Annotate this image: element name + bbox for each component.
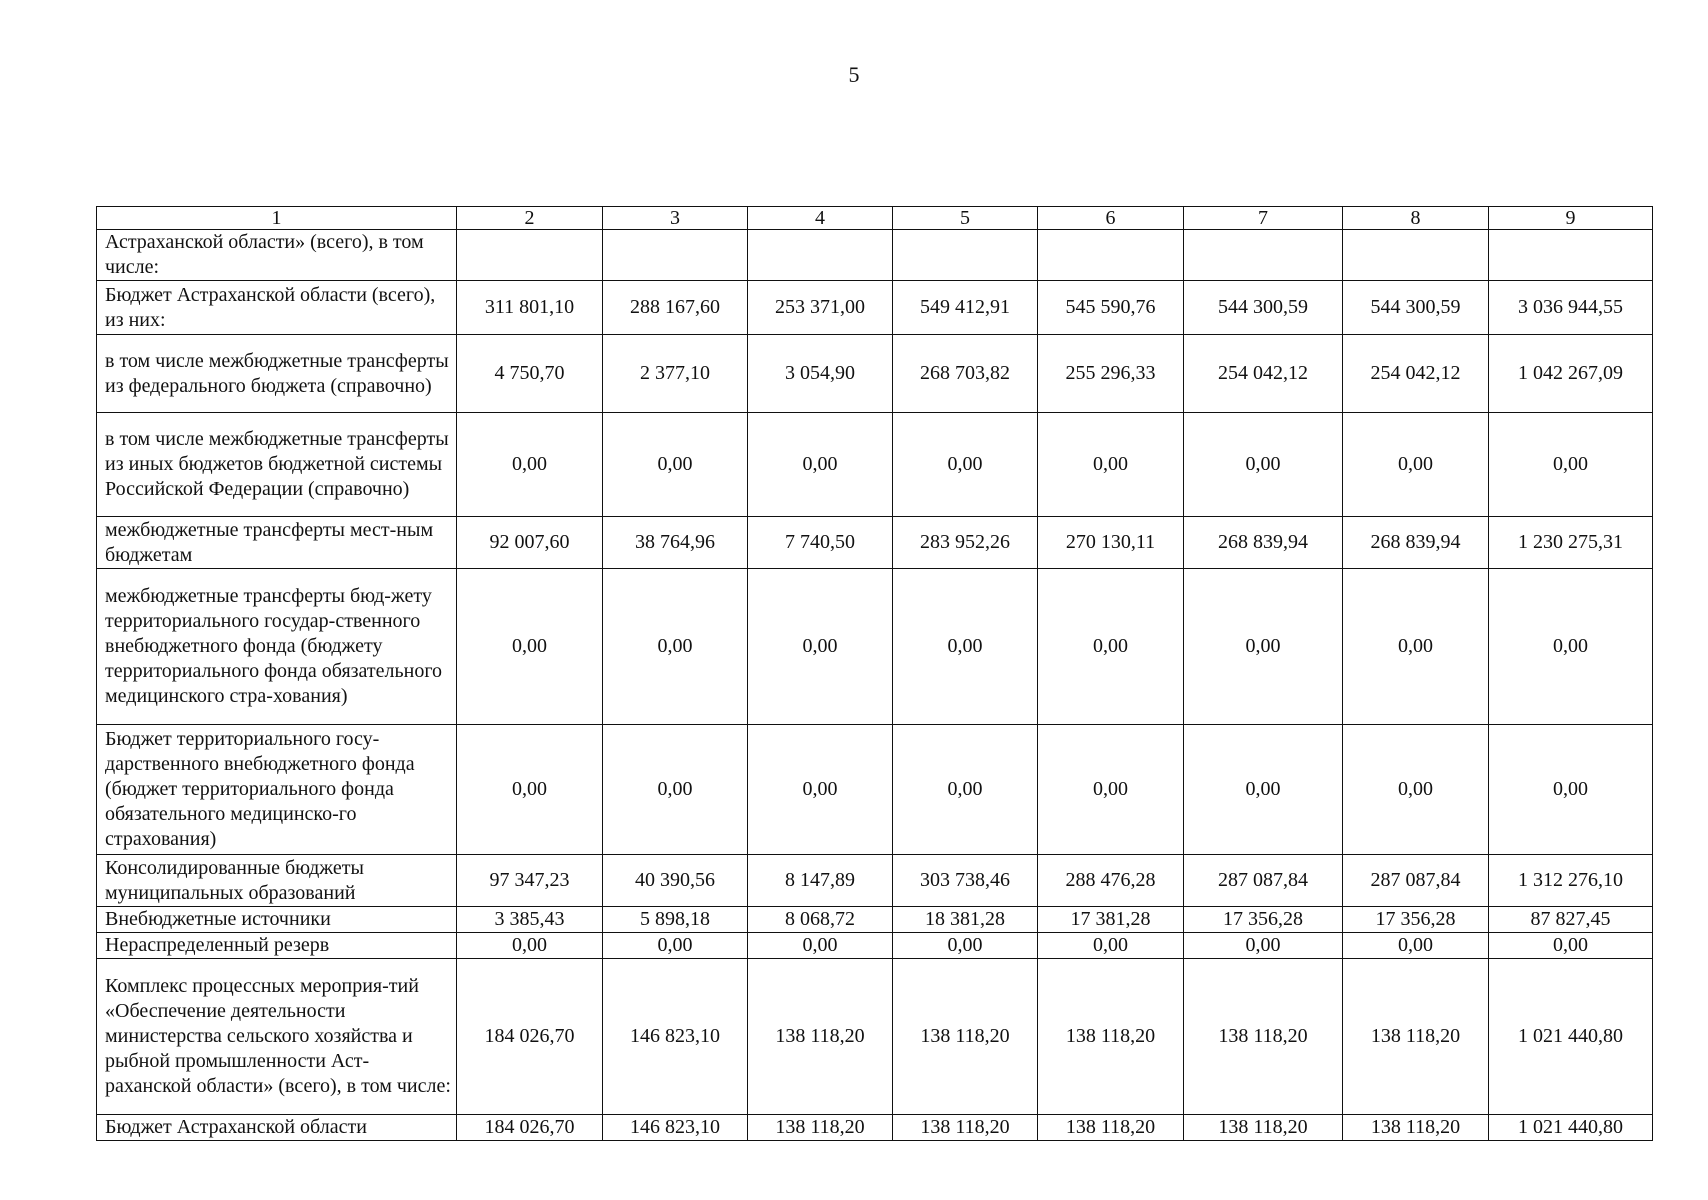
table-cell: 40 390,56 — [603, 855, 748, 907]
column-header: 6 — [1038, 207, 1184, 230]
table-cell: 0,00 — [1343, 725, 1489, 855]
table-cell: 0,00 — [1038, 933, 1184, 959]
table-cell — [748, 230, 893, 281]
row-label: Бюджет Астраханской области — [97, 1115, 457, 1141]
table-cell: 0,00 — [1343, 933, 1489, 959]
table-cell: 0,00 — [1038, 725, 1184, 855]
table-cell: 138 118,20 — [748, 1115, 893, 1141]
table-cell: 0,00 — [1489, 725, 1653, 855]
table-row — [97, 281, 1653, 335]
table-cell: 138 118,20 — [1343, 959, 1489, 1115]
table-row — [97, 230, 1653, 281]
column-header: 5 — [893, 207, 1038, 230]
row-label: межбюджетные трансферты мест-ным бюджетам — [97, 517, 457, 569]
page-number: 5 — [848, 62, 860, 87]
table-cell: 38 764,96 — [603, 517, 748, 569]
table-cell: 545 590,76 — [1038, 281, 1184, 335]
table-cell: 268 839,94 — [1343, 517, 1489, 569]
table-cell — [457, 230, 603, 281]
table-cell: 8 068,72 — [748, 907, 893, 933]
table-row — [97, 907, 1653, 933]
budget-table — [96, 206, 1653, 1141]
table-row — [97, 855, 1653, 907]
table-cell: 0,00 — [1343, 413, 1489, 517]
table-row — [97, 335, 1653, 413]
table-cell: 17 356,28 — [1343, 907, 1489, 933]
table-cell: 7 740,50 — [748, 517, 893, 569]
row-label: Нераспределенный резерв — [97, 933, 457, 959]
table-cell: 0,00 — [1184, 569, 1343, 725]
row-label: Консолидированные бюджеты муниципальных образований — [97, 855, 457, 907]
table-cell: 184 026,70 — [457, 1115, 603, 1141]
table-cell: 138 118,20 — [1343, 1115, 1489, 1141]
table-row — [97, 517, 1653, 569]
table-cell — [1038, 230, 1184, 281]
table-cell: 254 042,12 — [1184, 335, 1343, 413]
table-cell: 0,00 — [748, 725, 893, 855]
row-label: Бюджет территориального госу-дарственного внебюджетного фонда (бюджет территориального фонда обязательного медицинско-го страхования) — [97, 725, 457, 855]
table-cell: 544 300,59 — [1343, 281, 1489, 335]
table-row — [97, 569, 1653, 725]
table-row — [97, 1115, 1653, 1141]
table-cell: 544 300,59 — [1184, 281, 1343, 335]
table-cell: 0,00 — [893, 725, 1038, 855]
table-cell: 92 007,60 — [457, 517, 603, 569]
table-cell: 3 054,90 — [748, 335, 893, 413]
table-cell: 0,00 — [1489, 569, 1653, 725]
table-cell: 1 021 440,80 — [1489, 1115, 1653, 1141]
table-cell — [1489, 230, 1653, 281]
table-cell: 146 823,10 — [603, 1115, 748, 1141]
table-cell: 184 026,70 — [457, 959, 603, 1115]
table-cell: 0,00 — [457, 725, 603, 855]
row-label: Комплекс процессных мероприя-тий «Обеспечение деятельности министерства сельского хозяйства и рыбной промышленности Аст-раханской области» (всего), в том числе: — [97, 959, 457, 1115]
table-cell: 0,00 — [1184, 413, 1343, 517]
column-header: 8 — [1343, 207, 1489, 230]
column-header: 7 — [1184, 207, 1343, 230]
table-row — [97, 959, 1653, 1115]
table-cell: 0,00 — [603, 413, 748, 517]
table-cell: 0,00 — [748, 413, 893, 517]
table-cell: 255 296,33 — [1038, 335, 1184, 413]
table-cell: 254 042,12 — [1343, 335, 1489, 413]
table-cell: 1 042 267,09 — [1489, 335, 1653, 413]
table-cell: 138 118,20 — [1184, 959, 1343, 1115]
table-cell: 4 750,70 — [457, 335, 603, 413]
column-header: 2 — [457, 207, 603, 230]
row-label: в том числе межбюджетные трансферты из федерального бюджета (справочно) — [97, 335, 457, 413]
table-cell: 0,00 — [1184, 933, 1343, 959]
table-cell: 17 356,28 — [1184, 907, 1343, 933]
table-cell: 3 036 944,55 — [1489, 281, 1653, 335]
table-cell: 0,00 — [603, 933, 748, 959]
table-cell: 0,00 — [893, 933, 1038, 959]
table-cell: 288 476,28 — [1038, 855, 1184, 907]
table-cell: 0,00 — [457, 413, 603, 517]
table-cell: 253 371,00 — [748, 281, 893, 335]
table-cell: 146 823,10 — [603, 959, 748, 1115]
table-cell: 0,00 — [1038, 569, 1184, 725]
table-cell — [1184, 230, 1343, 281]
table-cell: 3 385,43 — [457, 907, 603, 933]
column-header: 3 — [603, 207, 748, 230]
table-cell: 0,00 — [1489, 933, 1653, 959]
table-cell: 2 377,10 — [603, 335, 748, 413]
table-cell: 1 021 440,80 — [1489, 959, 1653, 1115]
table-cell: 288 167,60 — [603, 281, 748, 335]
row-label: Астраханской области» (всего), в том числе: — [97, 230, 457, 281]
table-cell: 303 738,46 — [893, 855, 1038, 907]
row-label: межбюджетные трансферты бюд-жету территориального государ-ственного внебюджетного фонда (бюджету территориального фонда обязательного медицинского стра-хования) — [97, 569, 457, 725]
table-cell: 5 898,18 — [603, 907, 748, 933]
table-cell: 1 230 275,31 — [1489, 517, 1653, 569]
table-cell: 17 381,28 — [1038, 907, 1184, 933]
table-cell — [893, 230, 1038, 281]
table-cell: 138 118,20 — [893, 959, 1038, 1115]
table-cell: 0,00 — [1343, 569, 1489, 725]
table-cell: 0,00 — [748, 569, 893, 725]
table-cell: 0,00 — [457, 933, 603, 959]
table-cell: 138 118,20 — [1038, 1115, 1184, 1141]
table-cell: 87 827,45 — [1489, 907, 1653, 933]
row-label: Бюджет Астраханской области (всего), из них: — [97, 281, 457, 335]
table-cell — [603, 230, 748, 281]
table-cell: 0,00 — [1489, 413, 1653, 517]
table-cell: 138 118,20 — [748, 959, 893, 1115]
table-cell: 1 312 276,10 — [1489, 855, 1653, 907]
row-label: в том числе межбюджетные трансферты из иных бюджетов бюджетной системы Российской Федерации (справочно) — [97, 413, 457, 517]
table-cell — [1343, 230, 1489, 281]
table-cell: 138 118,20 — [893, 1115, 1038, 1141]
table-cell: 0,00 — [1184, 725, 1343, 855]
table-row — [97, 933, 1653, 959]
table-cell: 0,00 — [457, 569, 603, 725]
table-cell: 97 347,23 — [457, 855, 603, 907]
table-cell: 0,00 — [748, 933, 893, 959]
table-cell: 287 087,84 — [1343, 855, 1489, 907]
table-cell: 0,00 — [893, 569, 1038, 725]
row-label: Внебюджетные источники — [97, 907, 457, 933]
table-cell: 283 952,26 — [893, 517, 1038, 569]
table-cell: 549 412,91 — [893, 281, 1038, 335]
table-cell: 287 087,84 — [1184, 855, 1343, 907]
table-cell: 0,00 — [603, 569, 748, 725]
table-cell: 0,00 — [893, 413, 1038, 517]
table-cell: 8 147,89 — [748, 855, 893, 907]
table-cell: 268 839,94 — [1184, 517, 1343, 569]
table-cell: 18 381,28 — [893, 907, 1038, 933]
table-cell: 311 801,10 — [457, 281, 603, 335]
column-header: 4 — [748, 207, 893, 230]
table-cell: 0,00 — [1038, 413, 1184, 517]
table-cell: 138 118,20 — [1184, 1115, 1343, 1141]
table-cell: 0,00 — [603, 725, 748, 855]
table-cell: 268 703,82 — [893, 335, 1038, 413]
table-cell: 138 118,20 — [1038, 959, 1184, 1115]
table-row — [97, 725, 1653, 855]
table-cell: 270 130,11 — [1038, 517, 1184, 569]
column-header: 9 — [1489, 207, 1653, 230]
table-row — [97, 413, 1653, 517]
column-header: 1 — [97, 207, 457, 230]
header-row — [97, 207, 1653, 230]
